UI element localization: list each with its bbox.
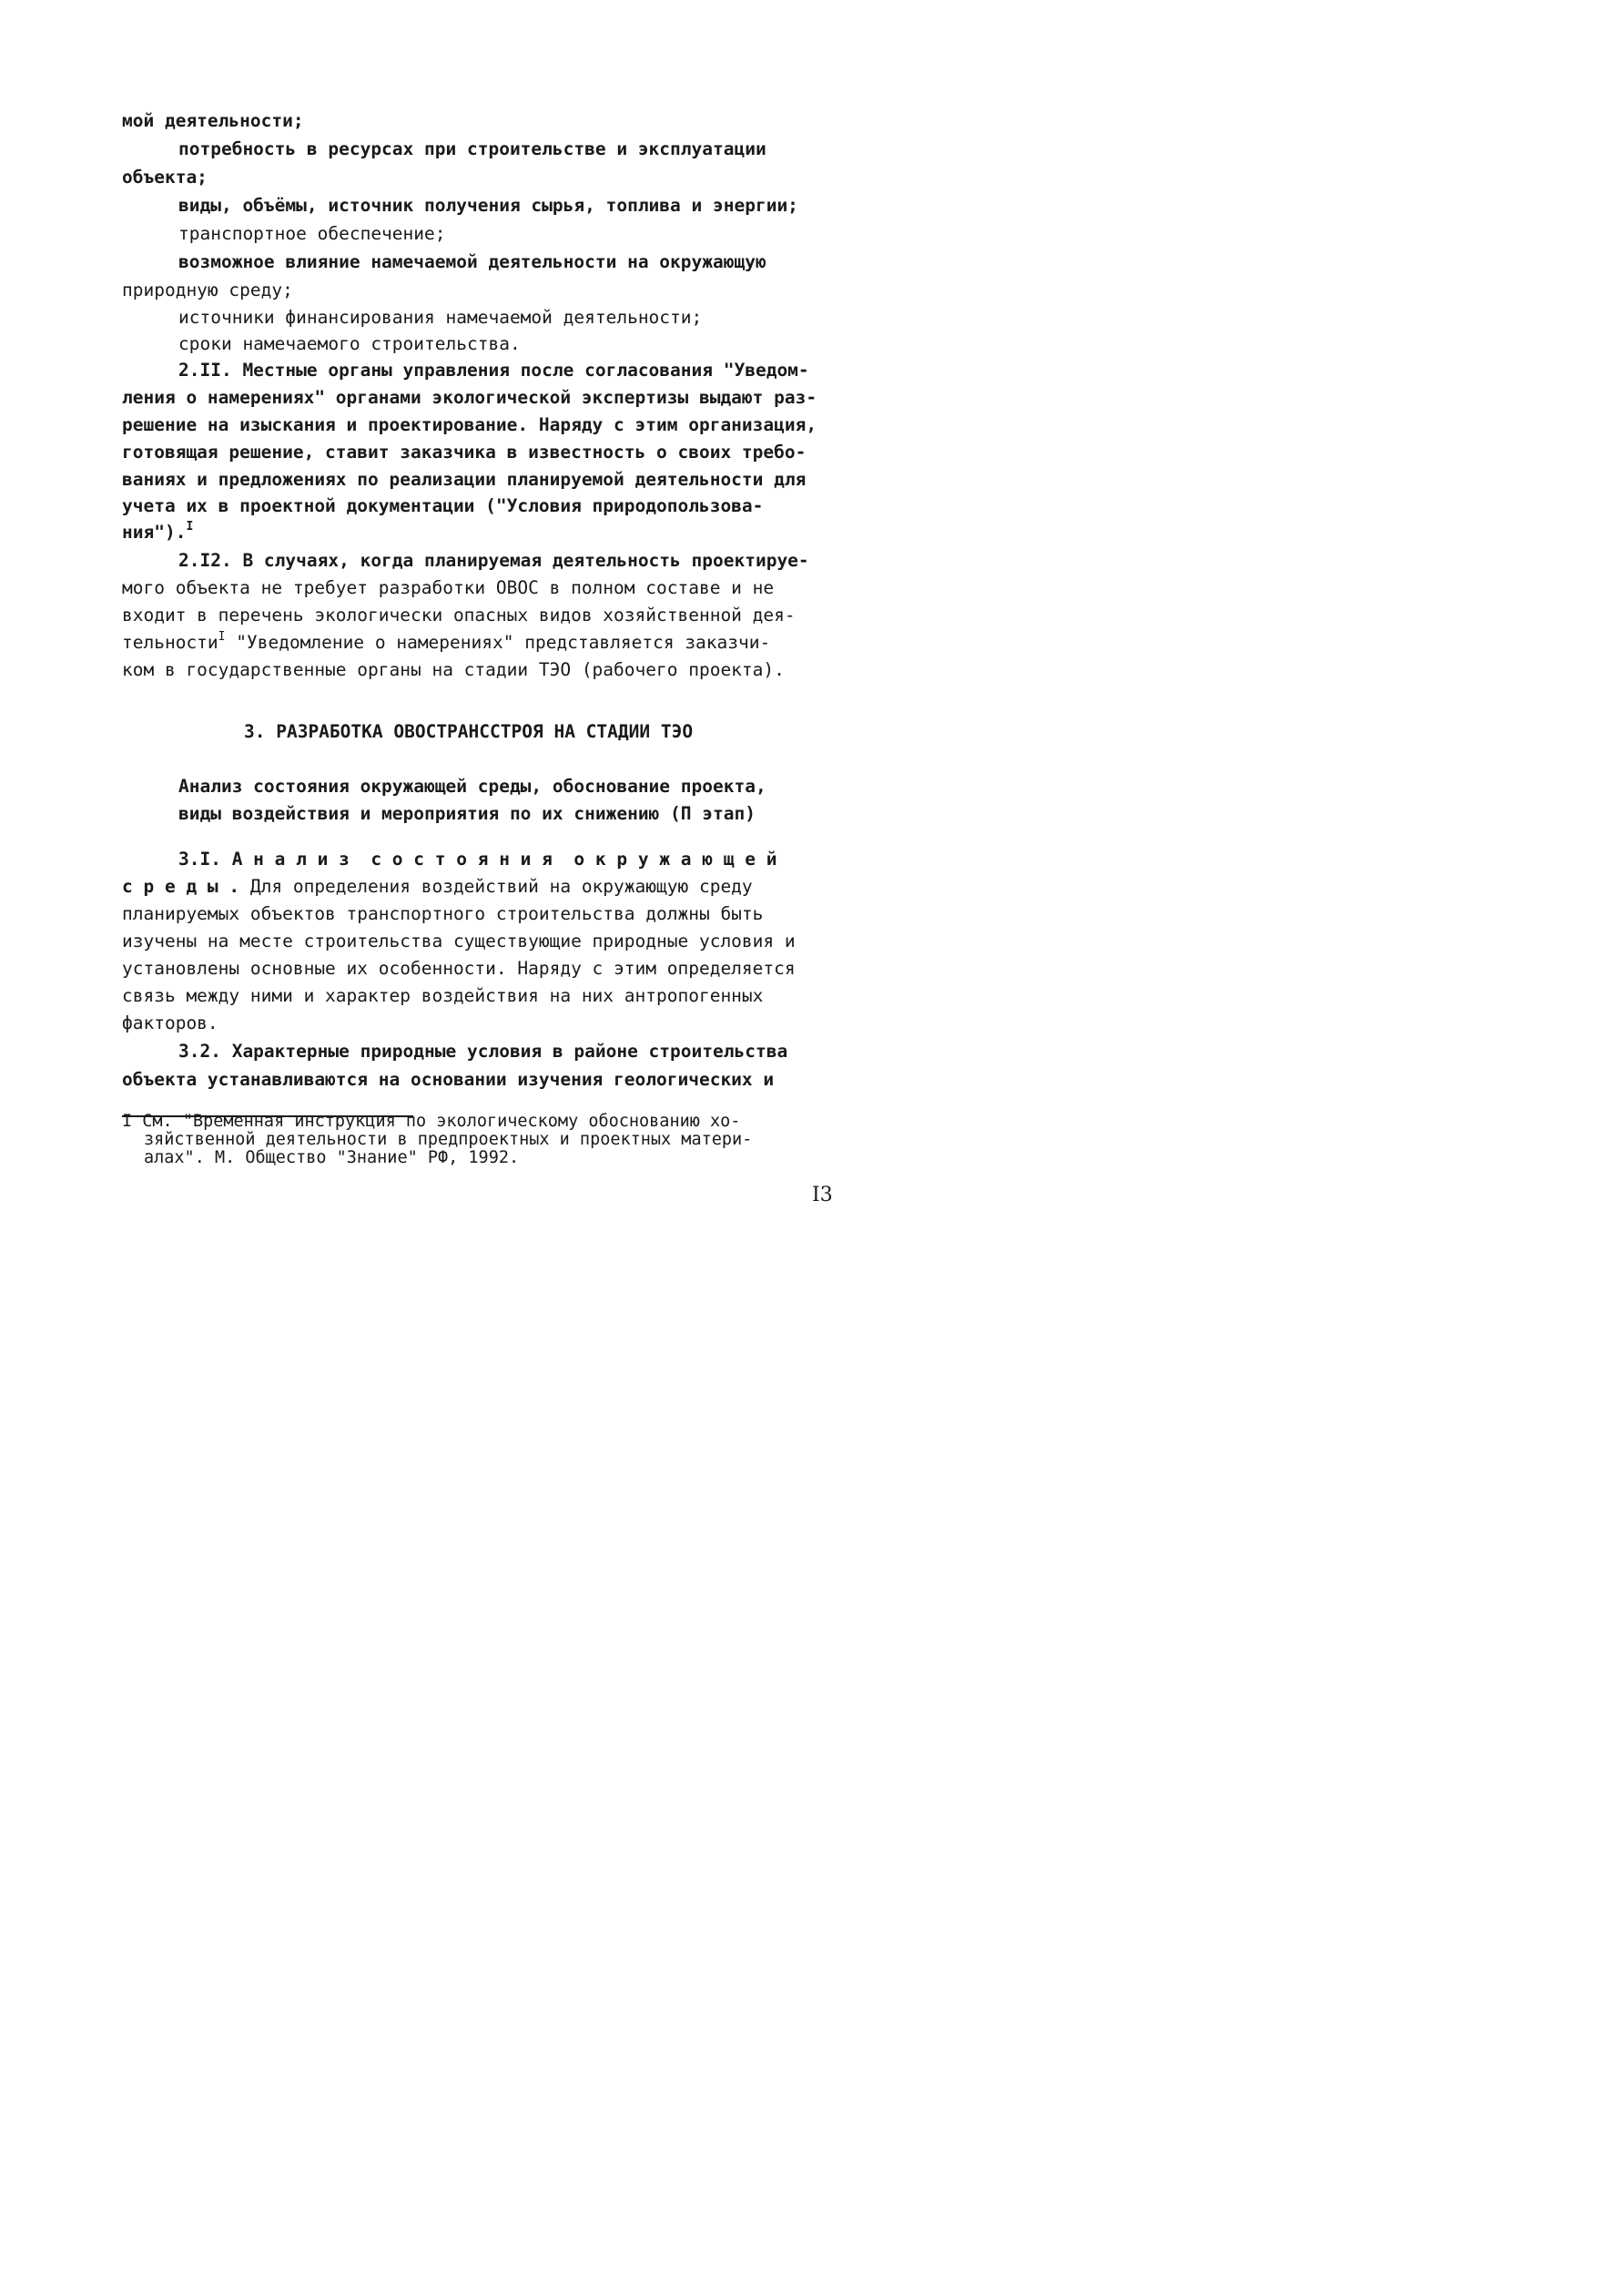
text-line: ваниях и предложениях по реализации планируемой деятельности для xyxy=(122,469,807,490)
subsection-heading: виды воздействия и мероприятия по их снижению (П этап) xyxy=(178,803,756,824)
text-fragment: ния"). xyxy=(122,522,187,543)
text-line xyxy=(122,875,753,899)
text-line: планируемых объектов транспортного строительства должны быть xyxy=(122,903,764,924)
text-line: сроки намечаемого строительства. xyxy=(178,333,521,354)
page-number: I3 xyxy=(812,1184,833,1206)
text-line: возможное влияние намечаемой деятельности на окружающую xyxy=(178,251,766,272)
text-line: решение на изыскания и проектирование. Наряду с этим организация, xyxy=(122,414,817,435)
footnote-line: зяйственной деятельности в предпроектных и проектных матери- xyxy=(144,1130,753,1149)
text-line: 3.I. А н а л и з с о с т о я н и я о к р у ж а ю щ е й xyxy=(178,849,777,870)
text-line: источники финансирования намечаемой деятельности; xyxy=(178,307,703,328)
text-line: виды, объёмы, источник получения сырья, топлива и энергии; xyxy=(178,195,798,216)
document-page xyxy=(0,0,1030,1457)
text-line: готовящая решение, ставит заказчика в известность о своих требо- xyxy=(122,442,807,463)
footnote-reference: I xyxy=(218,630,226,644)
footnote-line: I См. "Временная инструкция по экологическому обоснованию хо- xyxy=(122,1112,741,1131)
text-line: 2.II. Местные органы управления после согласования "Уведом- xyxy=(178,360,809,381)
text-line: мого объекта не требует разработки ОВОС в полном составе и не xyxy=(122,577,775,598)
text-line: мой деятельности; xyxy=(122,110,304,131)
text-line: объекта устанавливаются на основании изучения геологических и xyxy=(122,1069,775,1090)
text-fragment: с р е д ы . xyxy=(122,876,240,897)
text-line: транспортное обеспечение; xyxy=(178,223,446,244)
text-line: ления о намерениях" органами экологической экспертизы выдают раз- xyxy=(122,387,817,408)
footnote-reference: I xyxy=(186,520,194,534)
text-line: 3.2. Характерные природные условия в районе строительства xyxy=(178,1041,788,1062)
text-line: установлены основные их особенности. Наряду с этим определяется xyxy=(122,958,796,979)
text-line: потребность в ресурсах при строительстве и эксплуатации xyxy=(178,138,766,159)
subsection-heading: Анализ состояния окружающей среды, обоснование проекта, xyxy=(178,776,766,797)
text-line: природную среду; xyxy=(122,280,293,300)
text-line: ком в государственные органы на стадии ТЭО (рабочего проекта). xyxy=(122,659,785,680)
text-fragment: тельности xyxy=(122,632,218,653)
text-line: входит в перечень экологически опасных видов хозяйственной дея- xyxy=(122,605,796,626)
text-fragment: "Уведомление о намерениях" представляется заказчи- xyxy=(225,632,771,653)
text-line: объекта; xyxy=(122,167,208,188)
text-line xyxy=(122,631,770,655)
text-line: факторов. xyxy=(122,1012,218,1033)
text-line xyxy=(122,521,193,544)
text-fragment: Для определения воздействий на окружающую среду xyxy=(239,876,753,897)
text-line: 2.I2. В случаях, когда планируемая деятельность проектируе- xyxy=(178,550,809,571)
text-line: изучены на месте строительства существующие природные условия и xyxy=(122,931,796,951)
section-heading: 3. РАЗРАБОТКА ОВОСТРАНССТРОЯ НА СТАДИИ ТЭО xyxy=(244,721,694,742)
text-line: связь между ними и характер воздействия на них антропогенных xyxy=(122,985,764,1006)
text-line: учета их в проектной документации ("Условия природопользова- xyxy=(122,495,764,516)
footnote-line: алах". М. Общество "Знание" РФ, 1992. xyxy=(144,1148,520,1167)
